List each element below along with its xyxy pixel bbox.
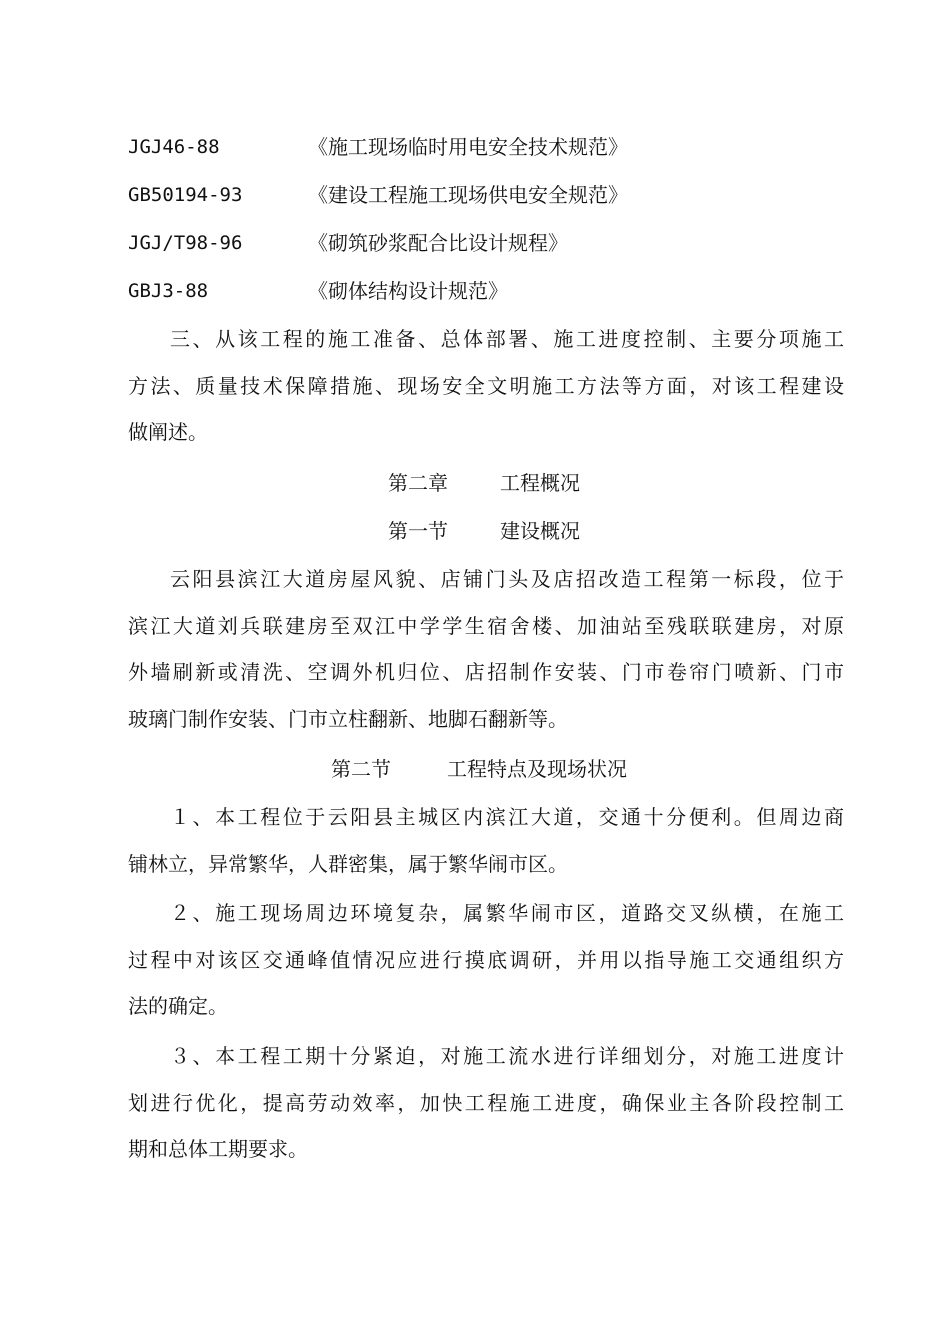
paragraph-line: １、本工程位于云阳县主城区内滨江大道，交通十分便利。但周边商 [170,805,844,829]
standard-code: GBJ3-88 [128,280,209,302]
numbered-item [128,890,844,1030]
paragraph-line: 过程中对该区交通峰值情况应进行摸底调研，并用以指导施工交通组织方 [128,947,844,972]
standard-title: 《砌体结构设计规范》 [308,279,508,303]
paragraph-line: 云阳县滨江大道房屋风貌、店铺门头及店招改造工程第一标段，位于 [170,567,844,591]
paragraph-line: 做阐述。 [128,420,208,444]
chapter-title: 工程概况 [500,471,580,495]
paragraph-line: ２、施工现场周边环境复杂，属繁华闹市区，道路交叉纵横，在施工 [170,901,844,925]
standard-code: GB50194-93 [128,184,243,206]
paragraph-line: 玻璃门制作安装、门市立柱翻新、地脚石翻新等。 [128,706,568,731]
section-number: 第一节 [388,519,448,543]
section-title: 工程特点及现场状况 [447,757,627,781]
section-heading [388,516,608,546]
chapter-heading [388,468,608,498]
standard-code: JGJ/T98-96 [128,232,243,254]
paragraph-line: 滨江大道刘兵联建房至双江中学学生宿舍楼、加油站至残联联建房，对原 [128,613,844,638]
paragraph-line: 三、从该工程的施工准备、总体部署、施工进度控制、主要分项施工 [170,327,844,351]
paragraph-line: ３、本工程工期十分紧迫，对施工流水进行详细划分，对施工进度计 [170,1044,844,1068]
intro-paragraph [128,316,844,456]
paragraph-line: 铺林立，异常繁华，人群密集，属于繁华闹市区。 [128,851,568,876]
standard-title: 《砌筑砂浆配合比设计规程》 [308,231,568,255]
paragraph-line: 划进行优化，提高劳动效率，加快工程施工进度，确保业主各阶段控制工 [128,1090,844,1115]
chapter-number: 第二章 [388,471,448,495]
section-heading [331,754,691,784]
standard-title: 《建设工程施工现场供电安全规范》 [308,183,628,207]
paragraph-line: 方法、质量技术保障措施、现场安全文明施工方法等方面，对该工程建设 [128,373,844,398]
standard-title: 《施工现场临时用电安全技术规范》 [308,135,628,159]
paragraph-line: 期和总体工期要求。 [128,1137,308,1161]
paragraph-line: 法的确定。 [128,994,228,1018]
section-paragraph [128,556,844,742]
standard-code: JGJ46-88 [128,136,220,158]
section-number: 第二节 [331,757,391,781]
numbered-item [128,1033,844,1173]
numbered-item [128,794,844,887]
section-title: 建设概况 [500,519,580,543]
paragraph-line: 外墙刷新或清洗、空调外机归位、店招制作安装、门市卷帘门喷新、门市 [128,660,844,684]
